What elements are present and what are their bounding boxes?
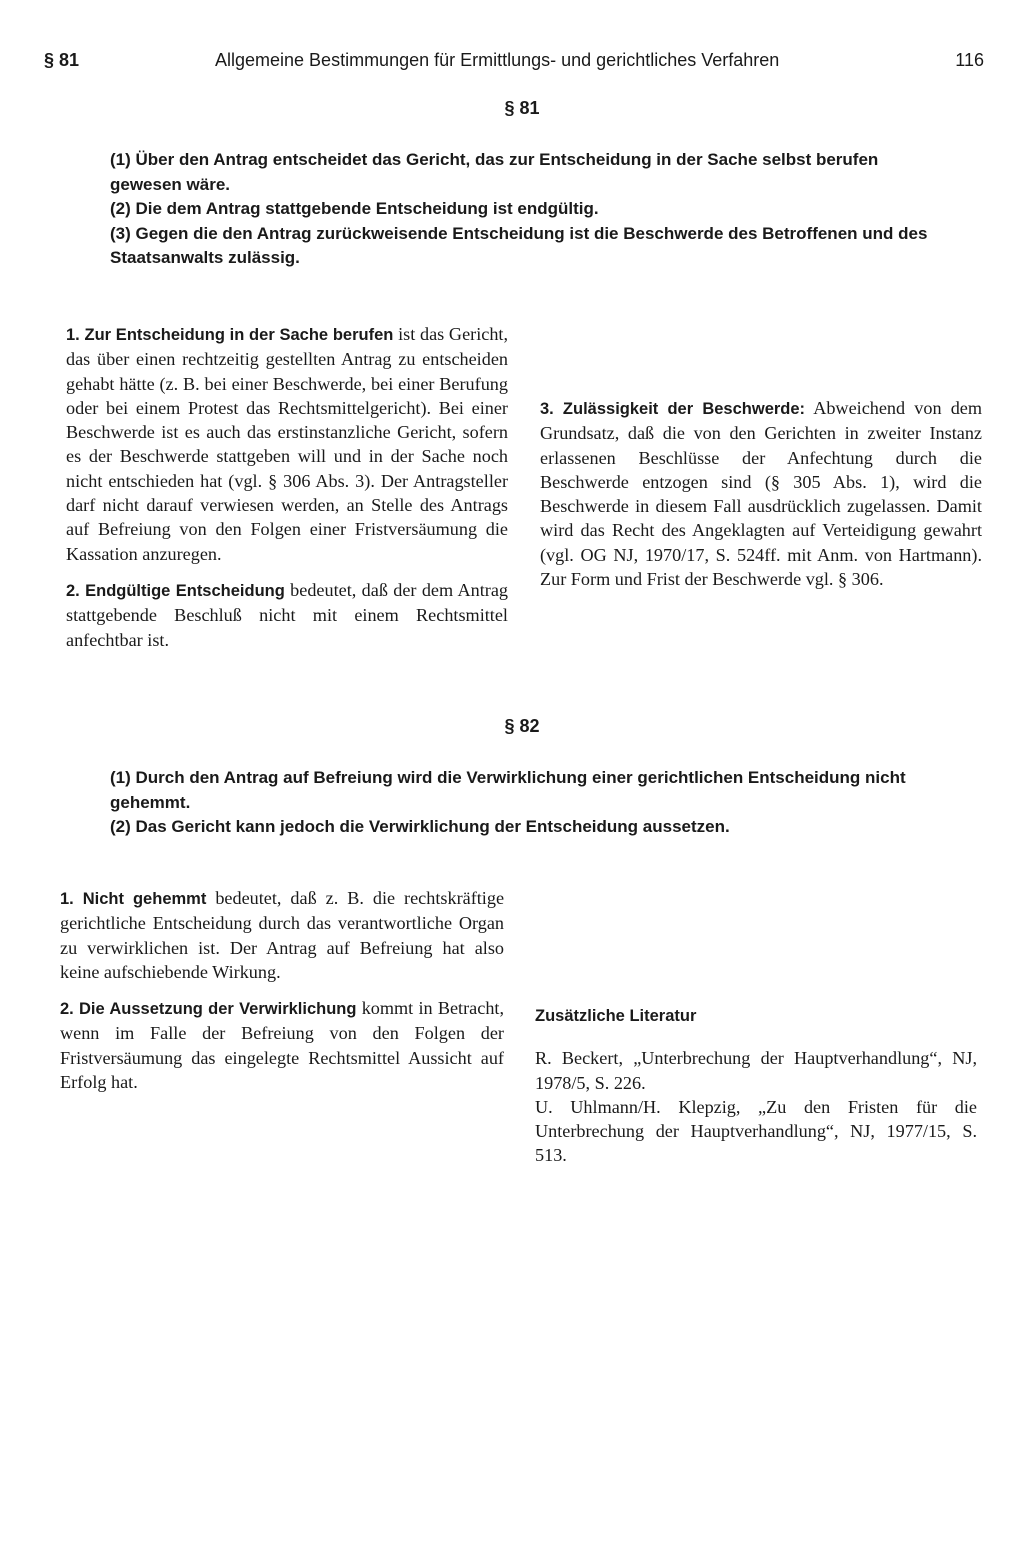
law-paragraph: (3) Gegen die den Antrag zurückweisende Entscheidung ist die Beschwerde des Betroffenen und des Staatsanwalts zulässig. <box>110 223 928 267</box>
note-text: bedeutet, daß der dem Antrag stattgebende Beschluß nicht mit einem Rechtsmittel anfechtbar ist. <box>66 579 508 650</box>
literature-list <box>535 1046 977 1167</box>
commentary-note: 2. Endgültige Entscheidung bedeutet, daß der dem Antrag stattgebende Beschluß nicht mit einem Rechtsmittel anfechtbar ist. <box>66 579 508 650</box>
section-81-commentary-right <box>540 396 982 603</box>
section-82-literature <box>535 990 977 1168</box>
note-term: Nicht gehemmt <box>82 890 207 908</box>
law-paragraph: (1) Durch den Antrag auf Befreiung wird die Verwirklichung einer gerichtlichen Entscheidung nicht gehemmt. <box>110 768 906 812</box>
commentary-note: 1. Nicht gehemmt bedeutet, daß z. B. die rechtskräftige gerichtliche Entscheidung durch das verantwortliche Organ zu verwirklichen ist. Der Antrag auf Befreiung hat also keine aufschiebende Wirkung. <box>60 888 505 982</box>
note-term: Endgültige Entscheidung <box>85 581 285 600</box>
section-81-heading: § 81 <box>504 98 540 118</box>
section-82-heading: § 82 <box>504 716 540 736</box>
note-term: Die Aussetzung der Verwirklichung <box>79 1000 357 1019</box>
note-term: Zulässigkeit der Beschwerde: <box>562 400 806 418</box>
section-82-commentary-left <box>60 886 504 1106</box>
commentary-note: 3. Zulässigkeit der Beschwerde: Abweichend von dem Grundsatz, daß die von den Gerichten in zweiter Instanz erlassenen Beschlüsse der Anfechtung durch die Beschwerde entzogen sind (§ 305 Abs. 1), wird die Beschwerde in diesem Fall ausdrücklich zugelassen. Damit wird das Recht des Angeklagten auf Verteidigung gewahrt (vgl. OG NJ, 1970/17, S. 524ff. mit Anm. von Hartmann). Zur Form und Frist der Beschwerde vgl. § 306. <box>540 398 983 590</box>
note-text: Abweichend von dem Grundsatz, daß die von den Gerichten in zweiter Instanz erlassenen Beschlüsse der Anfechtung durch die Beschwerde entzogen sind (§ 305 Abs. 1), wird die Beschwerde in diesem Fall ausdrücklich zugelassen. Damit wird das Recht des Angeklagten auf Verteidigung gewahrt (vgl. OG NJ, 1970/17, S. 524ff. mit Anm. von Hartmann). Zur Form und Frist der Beschwerde vgl. § 306. <box>540 398 983 590</box>
running-header <box>44 50 984 80</box>
note-term: Zur Entscheidung in der Sache berufen <box>84 326 394 344</box>
section-81-law-text <box>110 148 942 271</box>
literature-heading: Zusätzliche Literatur <box>535 1007 697 1025</box>
header-section: § 81 <box>44 50 80 70</box>
header-title: Allgemeine Bestimmungen für Ermittlungs- und gerichtliches Verfahren <box>215 50 780 70</box>
section-82-law-text <box>110 766 942 840</box>
page-number: 116 <box>955 50 984 70</box>
literature-entry: R. Beckert, „Unterbrechung der Hauptverhandlung“, NJ, 1978/5, S. 226. <box>535 1048 977 1093</box>
law-paragraph: (2) Die dem Antrag stattgebende Entscheidung ist endgültig. <box>110 199 599 218</box>
section-81-commentary-left <box>66 322 508 664</box>
law-paragraph: (1) Über den Antrag entscheidet das Gericht, das zur Entscheidung in der Sache selbst berufen gewesen wäre. <box>110 150 879 194</box>
law-paragraph: (2) Das Gericht kann jedoch die Verwirklichung der Entscheidung aussetzen. <box>110 817 730 836</box>
note-text: bedeutet, daß z. B. die rechtskräftige gerichtliche Entscheidung durch das verantwortliche Organ zu verwirklichen ist. Der Antrag auf Befreiung hat also keine aufschiebende Wirkung. <box>60 888 505 982</box>
note-text: kommt in Betracht, wenn im Falle der Befreiung von den Folgen der Fristversäumung das eingelegte Rechtsmittel Aussicht auf Erfolg hat. <box>60 998 505 1093</box>
literature-entry: U. Uhlmann/H. Klepzig, „Zu den Fristen für die Unterbrechung der Hauptverhandlung“, NJ, 1977/15, S. 513. <box>535 1096 977 1166</box>
commentary-note: 2. Die Aussetzung der Verwirklichung kommt in Betracht, wenn im Falle der Befreiung von den Folgen der Fristversäumung das eingelegte Rechtsmittel Aussicht auf Erfolg hat. <box>60 998 505 1093</box>
note-text: ist das Gericht, das über einen rechtzeitig gestellten Antrag zu entscheiden gehabt hätte (z. B. bei einer Beschwerde, bei einer Berufung oder bei einem Protest das Rechtsmittelgericht). Bei einer Beschwerde ist es auch das erstinstanzliche Gericht, sofern es der Beschwerde stattgeben will und in der Sache noch nicht entschieden hat (vgl. § 306 Abs. 3). Der Antragsteller darf nicht darauf verwiesen werden, an Stelle des Antrags auf Befreiung von den Folgen einer Fristversäumung die Kassation anzuregen. <box>66 324 509 564</box>
commentary-note: 1. Zur Entscheidung in der Sache berufen ist das Gericht, das über einen rechtzeitig gestellten Antrag zu entscheiden gehabt hätte (z. B. bei einer Beschwerde, bei einer Berufung oder bei einem Protest das Rechtsmittelgericht). Bei einer Beschwerde ist es auch das erstinstanzliche Gericht, sofern es der Beschwerde stattgeben will und in der Sache noch nicht entschieden hat (vgl. § 306 Abs. 3). Der Antragsteller darf nicht darauf verwiesen werden, an Stelle des Antrags auf Befreiung von den Folgen einer Fristversäumung die Kassation anzuregen. <box>66 324 509 564</box>
